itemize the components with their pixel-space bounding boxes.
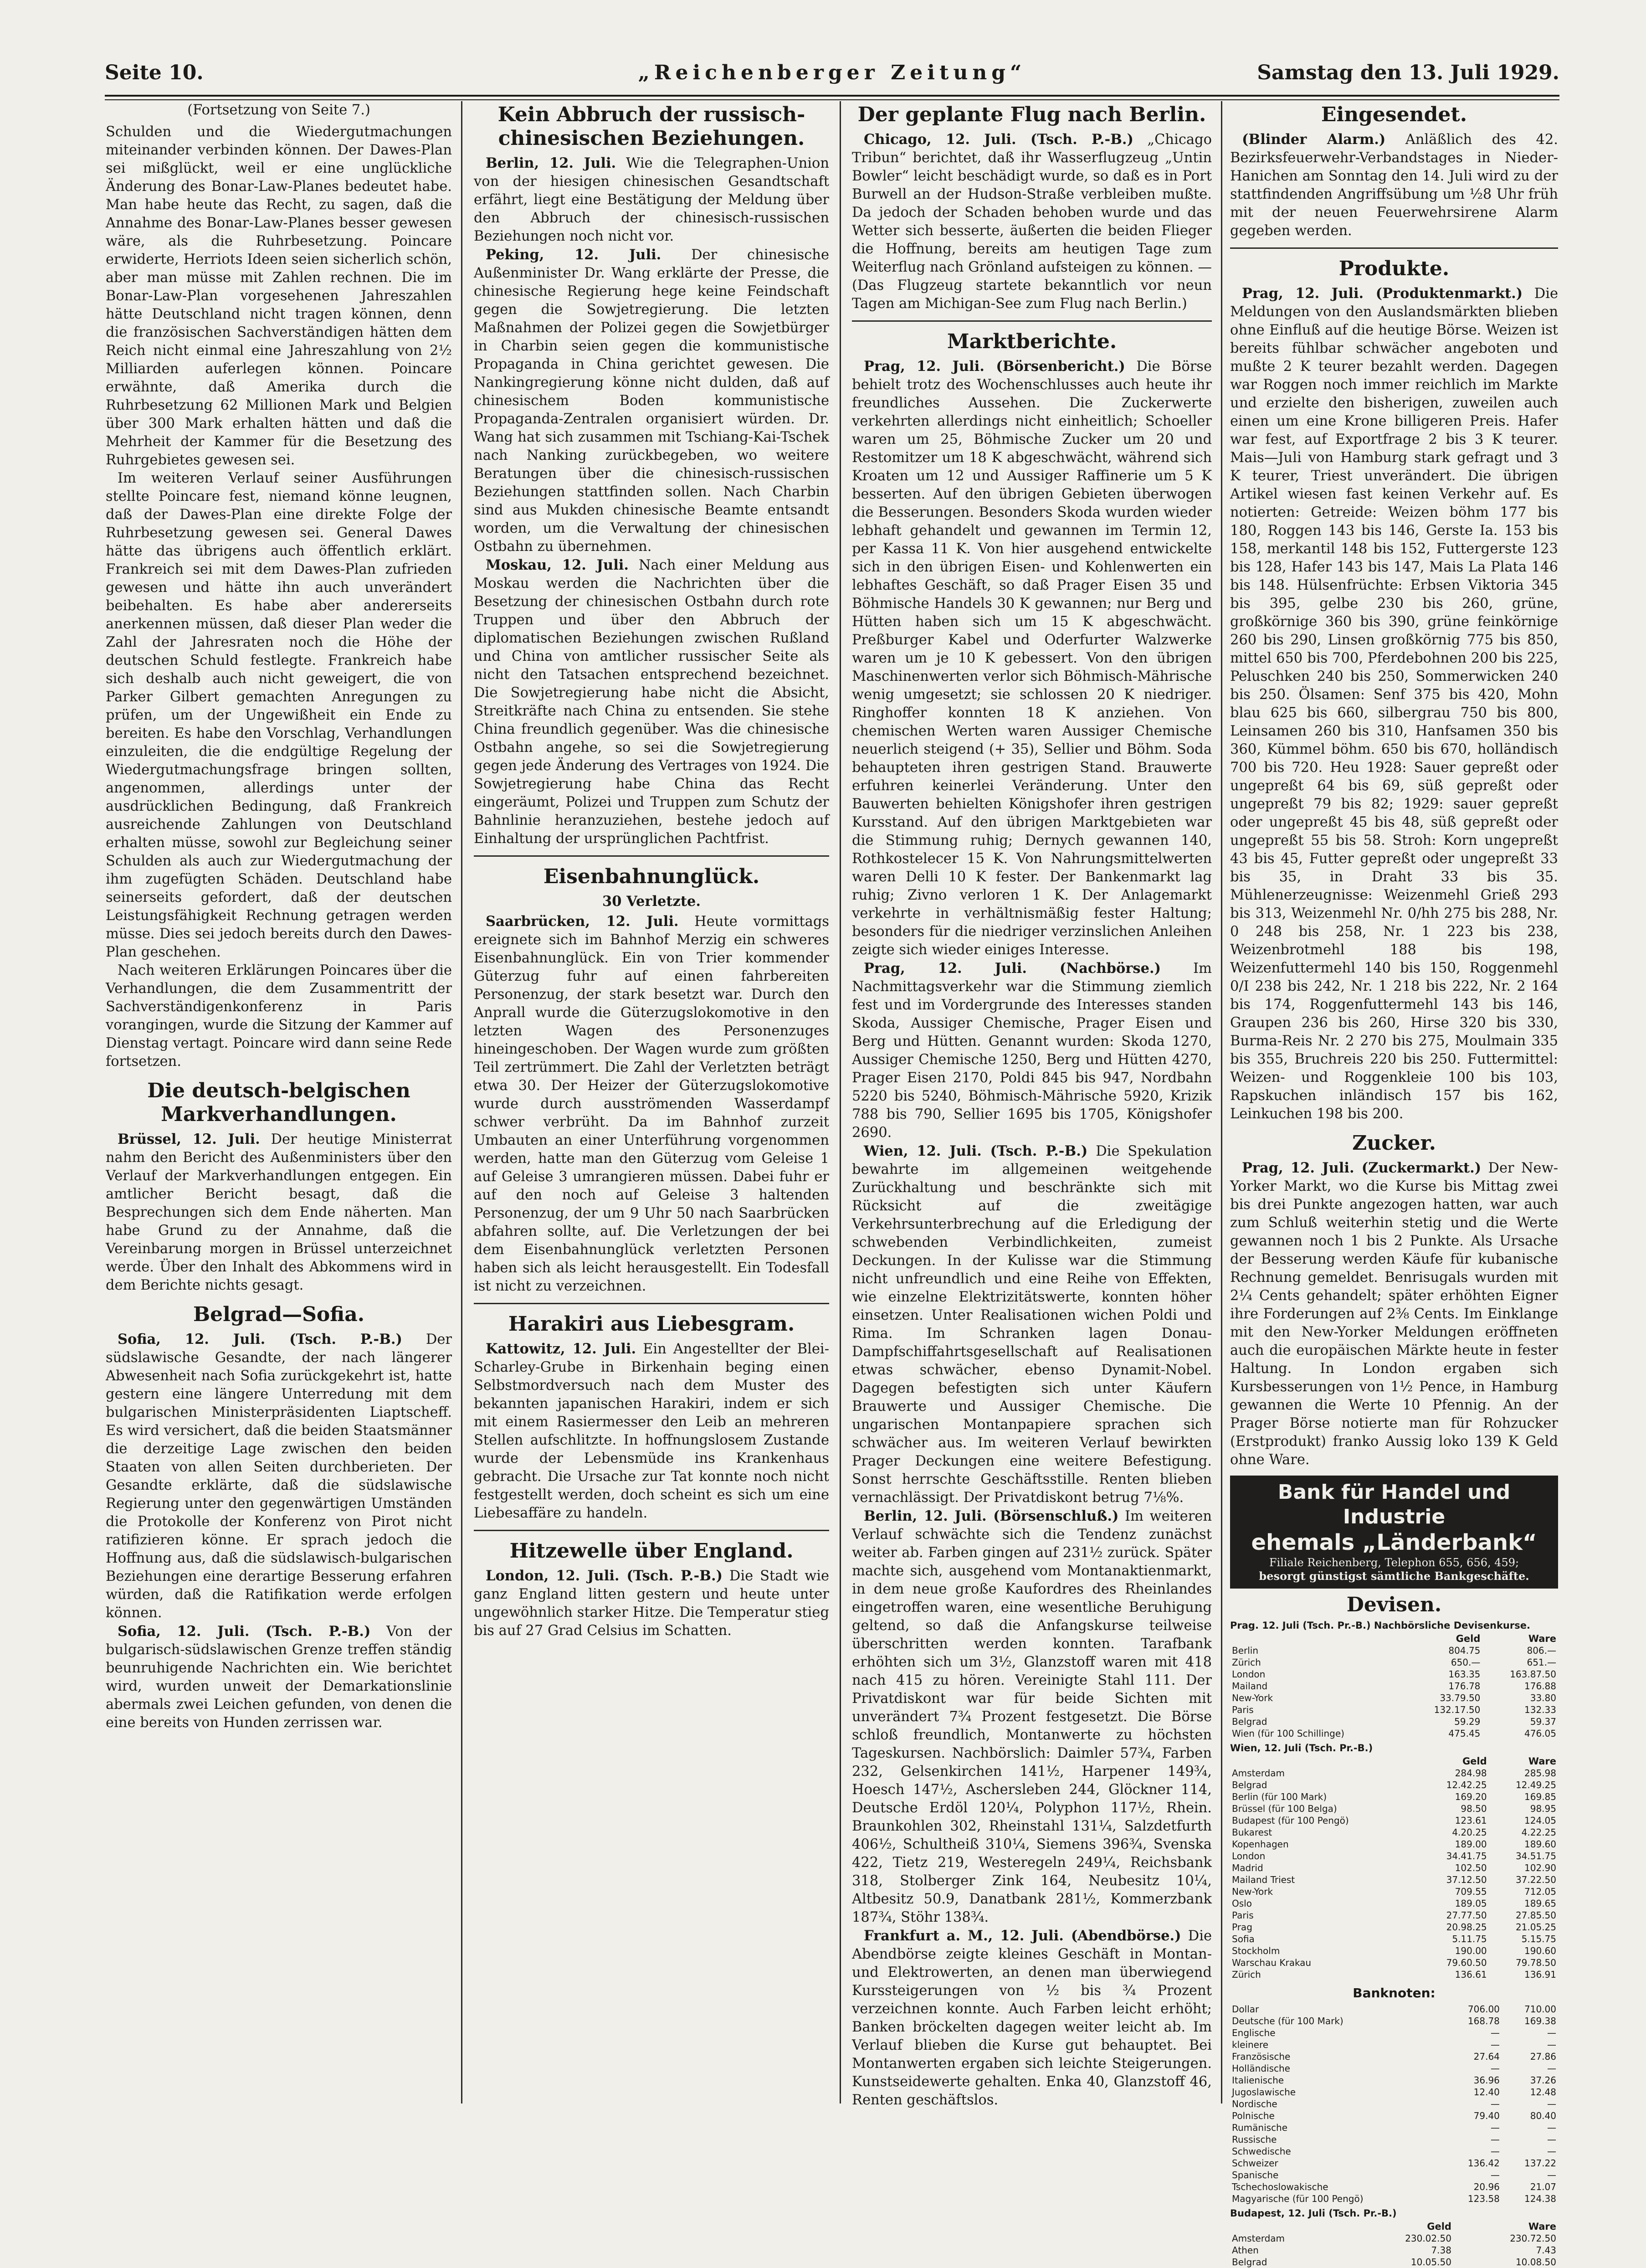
fx-row: [1230, 1692, 1558, 1704]
fx-row: [1230, 2062, 1558, 2074]
fx-geld: 27.77.50: [1446, 1910, 1487, 1921]
bank-branch: Filiale Reichenberg, Telephon 655, 656, 459;: [1269, 1556, 1519, 1569]
column-divider: [461, 101, 462, 2103]
fx-name: Italienische: [1232, 2075, 1284, 2086]
dateline: Prag, 12. Juli. (Nachbörse.): [864, 960, 1161, 977]
banknotes-table: [1230, 2003, 1558, 2205]
fx-ware: —: [1547, 2146, 1556, 2157]
article-text: Die Abendbörse zeigte kleines Geschäft in Montan- und Elektrowerten, an denen man überwiegend Kurssteigerungen von ½ bis ¾ Prozent verzeichnen konnte. Auch Farben leicht erhöht; Banken bröckelten dagegen weiter leicht ab. Im Verlauf blieben die Kurse gut behauptet. Bei Montanwerten ergaben sich leichte Steigerungen. Kunstseidewerte gehalten. Enka 40, Glanzstoff 46, Renten geschäftslos.: [852, 1928, 1212, 2108]
fx-geld: 804.75: [1448, 1645, 1481, 1656]
fx-row: [1230, 2256, 1558, 2268]
fx-geld: 136.42: [1467, 2158, 1500, 2169]
bank-former-name: ehemals „Länderbank“: [1251, 1530, 1537, 1555]
section-rule: [1230, 247, 1558, 249]
fx-row: [1230, 1909, 1558, 1921]
fx-row: [1230, 1850, 1558, 1862]
fx-ware: 169.85: [1524, 1791, 1556, 1802]
fx-row: [1230, 2051, 1558, 2062]
article-text: Heute vormittags ereignete sich im Bahnhof Merzig ein schweres Eisenbahnunglück. Ein von Trier kommender Güterzug fuhr auf einen fahrbereiten Personenzug, der stark besetzt war. Durch den Anprall wurde die Güterzugslokomotive in den letzten Wagen des Personenzuges hineingeschoben. Der Wagen wurde zum größten Teil zertrümmert. Die Zahl der Verletzten beträgt etwa 30. Der Heizer der Güterzugslokomotive wurde durch ausströmenden Wasserdampf schwer verbrüht. Da im Bahnhof zurzeit Umbauten an einer Unterführung vorgenommen werden, hatte man den Güterzug vom Geleise 1 auf Geleise 3 umrangieren müssen. Dabei fuhr er auf den noch auf Geleise 3 haltenden Personenzug, der um 9 Uhr 50 nach Saarbrücken abfahren sollte, auf. Die Verletzungen der bei dem Eisenbahnunglück verletzten Personen haben sich als leicht herausgestellt. Ein Todesfall ist nicht zu verzeichnen.: [474, 914, 829, 1294]
dateline: Moskau, 12. Juli.: [486, 557, 629, 573]
headline: Zucker.: [1352, 1131, 1436, 1155]
fx-name: Budapest (für 100 Pengö): [1232, 1815, 1349, 1826]
fx-name: Rumänische: [1232, 2122, 1288, 2133]
column-4: [1230, 101, 1558, 2268]
fx-ware: 189.65: [1524, 1898, 1556, 1909]
section-rule: [474, 855, 829, 857]
fx-name: New-York: [1232, 1886, 1273, 1897]
column-3: [852, 101, 1212, 2117]
fx-name: Bukarest: [1232, 1827, 1272, 1838]
fx-ware: 27.86: [1530, 2051, 1556, 2062]
fx-ware: 79.78.50: [1515, 1957, 1556, 1968]
fx-name: Zürich: [1232, 1657, 1261, 1668]
fx-row: [1230, 2086, 1558, 2098]
fx-name: Holländische: [1232, 2063, 1290, 2074]
fx-row: [1230, 2181, 1558, 2193]
fx-row: [1230, 2169, 1558, 2181]
fx-row: [1230, 1933, 1558, 1945]
continuation-note: (Fortsetzung von Seite 7.): [187, 102, 370, 118]
fx-geld: 36.96: [1473, 2075, 1500, 2086]
fx-name: Berlin: [1232, 1645, 1259, 1656]
bank-advertisement: [1230, 1476, 1558, 1589]
column-divider: [1221, 101, 1222, 2103]
fx-geld: 168.78: [1467, 2016, 1500, 2026]
fx-ware: 476.05: [1524, 1728, 1556, 1739]
headline: Hitzewelle über England.: [509, 1539, 794, 1563]
budapest-fx-heading: Budapest, 12. Juli (Tsch. Pr.-B.): [1230, 2208, 1397, 2219]
dateline: (Blinder Alarm.): [1242, 131, 1386, 148]
bank-slogan: besorgt günstigst sämtliche Bankgeschäfte.: [1259, 1569, 1529, 1583]
fx-geld: —: [1490, 2170, 1500, 2181]
fx-ware: 190.60: [1524, 1945, 1556, 1956]
article-text: Der chinesische Außenminister Dr. Wang erklärte der Presse, die chinesische Regierung hege keine Feindschaft gegen die Sowjetregierung. Die letzten Maßnahmen der Polizei gegen die Sowjetbürger in Charbin seien gegen die kommunistische Propaganda in China gerichtet gewesen. Die Nankingregierung könne nicht dulden, daß auf chinesischem Boden kommunistische Propaganda-Zentralen organisiert würden. Dr. Wang hat sich zusammen mit Tschiang-Kai-Tschek nach Nanking zurückbegeben, wo weitere Beratungen über die chinesisch-russischen Beziehungen stattfinden sollen. Nach Charbin sind aus Mukden chinesische Beamte entsandt worden, um die Verwaltung der chinesischen Ostbahn zu übernehmen.: [474, 247, 829, 555]
fx-geld: 98.50: [1461, 1803, 1487, 1814]
section-rule: [474, 1530, 829, 1531]
fx-ware: 34.51.75: [1515, 1851, 1556, 1862]
fx-ware: 806.—: [1527, 1645, 1556, 1656]
dateline: Prag, 12. Juli. (Börsenbericht.): [864, 358, 1125, 375]
fx-ware: 5.15.75: [1521, 1934, 1556, 1944]
fx-row: [1230, 2157, 1558, 2169]
header-rule: [105, 95, 1559, 100]
fx-row: [1230, 2122, 1558, 2134]
vienna-fx-body: [1230, 1755, 1558, 1980]
fx-geld: —: [1490, 2063, 1500, 2074]
fx-geld: —: [1490, 2122, 1500, 2133]
article-text: „Chicago Tribun“ berichtet, daß ihr Wasserflugzeug „Untin Bowler“ leicht beschädigt wurde, so daß es in Port Burwell an der Hudson-Straße verbleiben mußte. Da jedoch der Schaden behoben wurde und das Wetter sich besserte, äußerten die beiden Flieger die Hoffnung, bereits am heutigen Tage zum Weiterflug nach Grönland aufsteigen zu können. — (Das Flugzeug startete bekanntlich vor neun Tagen am Michigan-See zum Flug nach Berlin.): [852, 132, 1212, 312]
fx-name: Prag: [1232, 1922, 1252, 1933]
fx-ware: 59.37: [1530, 1716, 1556, 1727]
fx-row: [1230, 2039, 1558, 2051]
fx-name: Stockholm: [1232, 1945, 1280, 1956]
section-rule: [474, 1303, 829, 1304]
fx-name: Oslo: [1232, 1898, 1252, 1909]
fx-geld: 12.40: [1473, 2087, 1500, 2098]
fx-row: [1230, 1921, 1558, 1933]
fx-geld: 475.45: [1448, 1728, 1481, 1739]
fx-name: Kopenhagen: [1232, 1839, 1289, 1850]
article-text: Der südslawische Gesandte, der nach längerer Abwesenheit nach Sofia zurückgekehrt ist, hatte gestern eine längere Unterredung mit dem bulgarischen Ministerpräsidenten Liaptscheff. Es wird versichert, daß die beiden Staatsmänner die derzeitige Lage zwischen den beiden Staaten von allen Seiten durchberieten. Der Gesandte erklärte, daß die südslawische Regierung unter den gegenwärtigen Umständen die Protokolle der Konferenz von Pirot nicht ratifizieren könne. Er sprach jedoch die Hoffnung aus, daß die südslawisch-bulgarischen Beziehungen eine derartige Besserung erfahren würden, daß die Ratifikation werde erfolgen können.: [106, 1332, 452, 1621]
fx-name: Madrid: [1232, 1862, 1263, 1873]
column-2: [474, 101, 829, 2117]
ware-header: Ware: [1528, 1756, 1556, 1767]
headline: Eisenbahnunglück.: [543, 865, 760, 888]
fx-header-row: [1230, 1755, 1558, 1767]
fx-ware: 651.—: [1527, 1657, 1556, 1668]
article-text: Im weiteren Verlauf schwächte sich die Tendenz zunächst weiter ab. Farben gingen auf 231½ zurück. Später machte sich, ausgehend vom Montanaktienmarkt, in dem neue große Kaufordres des Rheinlandes eingetroffen waren, eine wesentliche Beruhigung geltend, so daß die Anfangskurse teilweise überschritten werden konnten. Tarafbank erhöhten sich um 3½, Glanzstoff waren mit 418 nach 415 zu hören. Vereinigte Stahl 111. Der Privatdiskont war für beide Sichten mit unverändert 7¾ Prozent festgesetzt. Die Börse schloß freundlich, Montanwerte zu höchsten Tageskursen. Nachbörslich: Daimler 57¾, Farben 232, Gelsenkirchen 141½, Harpener 149¾, Hoesch 147½, Aschersleben 244, Glöckner 114, Deutsche Erdöl 120¼, Polyphon 117½, Rhein. Braunkohlen 302, Rheinstahl 131¼, Salzdetfurth 406½, Schultheiß 310¼, Siemens 396¾, Svenska 422, Tietz 219, Westeregeln 249¼, Reichsbank 318, Stolberger Zink 164, Neubesitz 10¼, Altbesitz 50.9, Danatbank 281½, Kommerzbank 187¾, Stöhr 138¾.: [852, 1508, 1212, 1925]
fx-name: Magyarische (für 100 Pengö): [1232, 2193, 1364, 2204]
article-text: Der New-Yorker Markt, wo die Kurse bis Mittag zwei bis drei Punkte angezogen hatten, war auch zum Schluß weiterhin stetig und die Werte gewannen noch 1 bis 2 Punkte. Als Ursache der Besserung werden Käufe für kubanische Rechnung gemeldet. Benrisugals wurden mit 2¼ Cents gehandelt; später erhöhten Eigner ihre Forderungen auf 2⅜ Cents. Im Einklange mit den New-Yorker Meldungen eröffneten auch die europäischen Märkte heute in fester Haltung. In London ergaben sich Kursbesserungen von 1½ Pence, in Hamburg gewannen die Werte 10 Pfennig. An der Prager Börse notierte man für Rohzucker (Erstprodukt) franko Aussig loko 139 K Geld ohne Ware.: [1230, 1160, 1558, 1468]
fx-ware: 102.90: [1524, 1862, 1556, 1873]
headline: Die deutsch-belgischen Markverhandlungen.: [147, 1079, 410, 1126]
fx-name: Wien (für 100 Schillinge): [1232, 1728, 1344, 1739]
fx-geld: 709.55: [1455, 1886, 1487, 1897]
fx-geld: 79.60.50: [1446, 1957, 1487, 1968]
fx-row: [1230, 2232, 1558, 2244]
fx-geld: 163.35: [1448, 1669, 1481, 1680]
fx-row: [1230, 2244, 1558, 2256]
fx-name: Berlin (für 100 Mark): [1232, 1791, 1327, 1802]
fx-geld: 4.20.25: [1452, 1827, 1487, 1838]
fx-geld: —: [1490, 2039, 1500, 2050]
fx-name: Spanische: [1232, 2170, 1279, 2181]
fx-row: [1230, 1862, 1558, 1874]
dateline: Saarbrücken, 12. Juli.: [486, 913, 679, 930]
issue-date: Samstag den 13. Juli 1929.: [1257, 61, 1559, 84]
fx-geld: 10.05.50: [1410, 2257, 1451, 2268]
fx-name: Schwedische: [1232, 2146, 1291, 2157]
fx-name: Belgrad: [1232, 1716, 1267, 1727]
fx-ware: 33.80: [1530, 1692, 1556, 1703]
headline: Eingesendet.: [1321, 103, 1467, 126]
fx-ware: —: [1547, 2039, 1556, 2050]
dateline: Sofia, 12. Juli. (Tsch. P.-B.): [118, 1623, 371, 1640]
fx-ware: 10.08.50: [1515, 2257, 1556, 2268]
fx-geld: —: [1490, 2134, 1500, 2145]
fx-row: [1230, 1803, 1558, 1815]
fx-ware: —: [1547, 2122, 1556, 2133]
fx-name: Englische: [1232, 2027, 1276, 2038]
vienna-fx-table: [1230, 1755, 1558, 1980]
column-divider: [840, 101, 841, 2103]
article-text: Anläßlich des 42. Bezirksfeuerwehr-Verbandstages in Nieder-Hanichen am Sonntag den 14. Juli wird zu der stattfindenden Angriffsübung um ½8 Uhr früh mit der neuen Feuerwehrsirene Alarm gegeben werden.: [1230, 132, 1558, 239]
dateline: Kattowitz, 12. Juli.: [486, 1341, 636, 1357]
fx-name: Sofia: [1232, 1934, 1255, 1944]
fx-ware: 80.40: [1530, 2110, 1556, 2121]
headline: Harakiri aus Liebesgram.: [508, 1312, 795, 1336]
fx-geld: 189.00: [1455, 1839, 1487, 1850]
article-text: Die Stadt wie ganz England litten gestern und heute unter ungewöhnlich starker Hitze. Die Temperatur stieg bis auf 27 Grad Celsius im Schatten.: [474, 1568, 829, 1639]
fx-name: New-York: [1232, 1692, 1273, 1703]
fx-name: Amsterdam: [1232, 2233, 1285, 2244]
dateline: Wien, 12. Juli. (Tsch. P.-B.): [864, 1143, 1088, 1159]
budapest-fx-table: [1230, 2221, 1558, 2268]
article-paragraph: Nach weiteren Erklärungen Poincares über die Verhandlungen, die dem Zusammentritt der Sachverständigenkonferenz in Paris vorangingen, wurde die Sitzung der Kammer auf Dienstag vertagt. Poincare wird dann seine Rede fortsetzen.: [106, 962, 452, 1070]
dateline: Prag, 12. Juli. (Produktenmarkt.): [1242, 285, 1523, 302]
geld-header: Geld: [1427, 2221, 1451, 2232]
fx-header-row: [1230, 1633, 1558, 1645]
dateline: Berlin, 12. Juli. (Börsenschluß.): [864, 1508, 1119, 1524]
article-text: Die Meldungen von den Auslandsmärkten blieben ohne Einfluß auf die heutige Börse. Weizen ist bereits fühlbar schwächer angeboten und mußte 2 K teurer bezahlt werden. Dagegen war Roggen noch immer reichlich im Markte und erzielte den bisherigen, zuweilen auch einen um eine Krone billigeren Preis. Hafer war fest, auf Exportfrage 2 bis 3 K teurer. Mais—Juli von Hamburg stark gefragt und 3 K teurer, Triest unverändert. Die übrigen Artikel wiesen fast keinen Verkehr auf. Es notierten: Getreide: Weizen böhm 177 bis 180, Roggen 143 bis 146, Gerste Ia. 153 bis 158, merkantil 148 bis 152, Futtergerste 123 bis 128, Hafer 143 bis 147, Mais La Plata 146 bis 148. Hülsenfrüchte: Erbsen Viktoria 345 bis 395, gelbe 230 bis 260, grüne, großkörnige 360 bis 390, grüne feinkörnige 260 bis 290, Linsen großkörnig 775 bis 850, mittel 650 bis 700, Pferdebohnen 200 bis 225, Peluschken 240 bis 250, Sommerwicken 240 bis 250. Ölsamen: Senf 375 bis 420, Mohn blau 625 bis 660, silbergrau 750 bis 800, Leinsamen 260 bis 310, Hanfsamen 350 bis 360, Kümmel böhm. 650 bis 670, holländisch 700 bis 720. Heu 1928: Sauer gepreßt oder ungepreßt 64 bis 69, süß gepreßt oder ungepreßt 79 bis 82; 1929: sauer gepreßt oder ungepreßt 45 bis 48, süß gepreßt oder ungepreßt 55 bis 58. Stroh: Korn ungepreßt 43 bis 45, Futter gepreßt oder ungepreßt 33 bis 35, in Draht 33 bis 35. Mühlenerzeugnisse: Weizenmehl Grieß 293 bis 313, Weizenmehl Nr. 0/hh 275 bis 288, Nr. 0 248 bis 258, Nr. 1 223 bis 238, Weizenbrotmehl 188 bis 198, Weizenfuttermehl 140 bis 150, Roggenmehl 0/I 238 bis 242, Nr. 1 218 bis 222, Nr. 2 164 bis 174, Roggenfuttermehl 143 bis 146, Graupen 236 bis 260, Hirse 320 bis 330, Burma-Reis Nr. 2 270 bis 275, Moulmain 335 bis 355, Bruchreis 220 bis 250. Futtermittel: Weizen- und Roggenkleie 100 bis 103, Rapskuchen inländisch 157 bis 162, Leinkuchen 198 bis 200.: [1230, 286, 1558, 1122]
fx-row: [1230, 1656, 1558, 1668]
fx-name: Dollar: [1232, 2004, 1259, 2015]
fx-name: Mailand Triest: [1232, 1874, 1295, 1885]
fx-name: Brüssel (für 100 Belga): [1232, 1803, 1337, 1814]
fx-row: [1230, 1838, 1558, 1850]
dateline: London, 12. Juli. (Tsch. P.-B.): [486, 1568, 723, 1584]
article-paragraph: Schulden und die Wiedergutmachungen miteinander verbinden können. Der Dawes-Plan sei mißglückt, weil er eine unglückliche Änderung des Bonar-Law-Planes bedeutet habe. Man habe heute das Recht, zu sagen, daß die Annahme des Bonar-Law-Planes besser gewesen wäre, als die Ruhrbesetzung. Poincare erwiderte, Herriots Ideen seien sicherlich schön, aber man müsse mit Zahlen rechnen. Die im Bonar-Law-Plan vorgesehenen Jahreszahlen hätte Deutschland nicht tragen können, denn die französischen Sachverständigen hätten dem Reich nicht einmal eine Jahreszahlung von 2½ Milliarden auferlegen können. Poincare erwähnte, daß Amerika durch die Ruhrbesetzung 62 Millionen Mark und Belgien über 300 Mark erhalten hätten und daß die Mehrheit der Kammer für die Besetzung des Ruhrgebietes gewesen sei.: [106, 124, 452, 468]
fx-row: [1230, 1957, 1558, 1969]
fx-geld: 706.00: [1467, 2004, 1500, 2015]
ware-header: Ware: [1528, 2221, 1556, 2232]
fx-row: [1230, 2027, 1558, 2039]
prague-fx-table: [1230, 1633, 1558, 1739]
fx-name: Schweizer: [1232, 2158, 1278, 2169]
fx-row: [1230, 2110, 1558, 2122]
fx-ware: —: [1547, 2134, 1556, 2145]
fx-ware: 98.95: [1530, 1803, 1556, 1814]
fx-geld: 102.50: [1455, 1862, 1487, 1873]
fx-geld: 176.78: [1448, 1681, 1481, 1692]
fx-geld: 189.05: [1455, 1898, 1487, 1909]
headline: Der geplante Flug nach Berlin.: [857, 103, 1206, 126]
geld-header: Geld: [1462, 1756, 1487, 1767]
dateline: Brüssel, 12. Juli.: [118, 1131, 260, 1147]
fx-row: [1230, 1716, 1558, 1728]
fx-geld: 59.29: [1454, 1716, 1481, 1727]
headline: Produkte.: [1338, 257, 1450, 280]
fx-row: [1230, 1791, 1558, 1803]
fx-ware: 4.22.25: [1521, 1827, 1556, 1838]
fx-header-row: [1230, 2221, 1558, 2232]
fx-ware: 124.05: [1524, 1815, 1556, 1826]
fx-row: [1230, 1945, 1558, 1957]
fx-name: Deutsche (für 100 Mark): [1232, 2016, 1343, 2026]
fx-ware: 169.38: [1524, 2016, 1556, 2026]
fx-name: Zürich: [1232, 1969, 1261, 1980]
fx-name: London: [1232, 1851, 1266, 1862]
fx-ware: —: [1547, 2027, 1556, 2038]
dateline: Sofia, 12. Juli. (Tsch. P.-B.): [118, 1331, 402, 1347]
article-text: Ein Angestellter der Blei-Scharley-Grube in Birkenhain beging einen Selbstmordversuch nach dem Muster des bekannten japanischen Harakiri, indem er sich mit einem Rasiermesser den Leib an mehreren Stellen aufschlitzte. In hoffnungslosem Zustande wurde der Lebensmüde ins Krankenhaus gebracht. Die Ursache zur Tat konnte noch nicht festgestellt werden, doch scheint es sich um eine Liebesaffäre zu handeln.: [474, 1341, 829, 1521]
fx-ware: 21.07: [1530, 2181, 1556, 2192]
fx-geld: 650.—: [1451, 1657, 1481, 1668]
dateline: Prag, 12. Juli. (Zuckermarkt.): [1242, 1160, 1482, 1176]
page-number: Seite 10.: [105, 61, 204, 84]
page-header: [105, 61, 1559, 93]
fx-ware: 137.22: [1524, 2158, 1556, 2169]
dateline: Peking, 12. Juli.: [486, 247, 661, 263]
fx-row: [1230, 1969, 1558, 1980]
fx-ware: 124.38: [1524, 2193, 1556, 2204]
fx-ware: 7.43: [1536, 2245, 1556, 2256]
fx-row: [1230, 1668, 1558, 1680]
fx-row: [1230, 1874, 1558, 1886]
fx-row: [1230, 1779, 1558, 1791]
fx-ware: 37.26: [1530, 2075, 1556, 2086]
fx-name: Amsterdam: [1232, 1768, 1285, 1779]
fx-ware: 176.88: [1524, 1681, 1556, 1692]
fx-row: [1230, 1886, 1558, 1898]
newspaper-title: „Reichenberger Zeitung“: [638, 61, 1026, 84]
fx-row: [1230, 2193, 1558, 2205]
fx-ware: 132.33: [1524, 1704, 1556, 1715]
fx-row: [1230, 2015, 1558, 2027]
fx-name: Paris: [1232, 1910, 1254, 1921]
fx-geld: 27.64: [1473, 2051, 1500, 2062]
fx-name: Tschechoslowakische: [1232, 2181, 1328, 2192]
fx-geld: —: [1490, 2098, 1500, 2109]
fx-name: Paris: [1232, 1704, 1254, 1715]
fx-ware: 230.72.50: [1510, 2233, 1556, 2244]
fx-row: [1230, 1680, 1558, 1692]
fx-ware: —: [1547, 2170, 1556, 2181]
article-text: Im Nachmittagsverkehr war die Stimmung ziemlich fest und im Vordergrunde des Interesses standen Skoda, Aussiger Chemische, Prager Eisen und Berg und Hütten. Genannt wurden: Skoda 1270, Aussiger Chemische 1250, Berg und Hütten 4270, Prager Eisen 2170, Poldi 845 bis 947, Nordbahn 5220 bis 5240, Böhmisch-Mährische 5920, Krizik 788 bis 790, Sellier 1695 bis 1705, Königshofer 2690.: [852, 961, 1212, 1141]
fx-ware: 37.22.50: [1515, 1874, 1556, 1885]
fx-name: Warschau Krakau: [1232, 1957, 1312, 1968]
banknotes-heading: Banknoten:: [1353, 1985, 1436, 2001]
fx-name: London: [1232, 1669, 1266, 1680]
section-rule: [852, 320, 1212, 322]
fx-geld: 169.20: [1455, 1791, 1487, 1802]
fx-row: [1230, 1767, 1558, 1779]
fx-ware: 27.85.50: [1515, 1910, 1556, 1921]
fx-name: Nordische: [1232, 2098, 1277, 2109]
fx-row: [1230, 1898, 1558, 1909]
subheadline: 30 Verletzte.: [602, 893, 701, 910]
fx-name: Russische: [1232, 2134, 1277, 2145]
vienna-fx-heading: Wien, 12. Juli (Tsch. Pr.-B.): [1230, 1743, 1373, 1754]
fx-ware: 12.49.25: [1515, 1779, 1556, 1790]
geld-header: Geld: [1456, 1633, 1481, 1644]
budapest-fx-body: [1230, 2221, 1558, 2268]
fx-geld: 284.98: [1455, 1768, 1487, 1779]
fx-row: [1230, 2003, 1558, 2015]
fx-ware: —: [1547, 2098, 1556, 2109]
fx-name: Polnische: [1232, 2110, 1275, 2121]
headline: Kein Abbruch der russisch-chinesischen Beziehungen.: [497, 103, 805, 150]
article-text: Von der bulgarisch-südslawischen Grenze treffen ständig beunruhigende Nachrichten ein. Wie berichtet wird, wurden unweit der Demarkationslinie abermals zwei Leichen gefunden, von denen die eine bereits von Hunden zerrissen war.: [106, 1624, 452, 1731]
column-1: [106, 101, 452, 2117]
fx-ware: 712.05: [1524, 1886, 1556, 1897]
fx-row: [1230, 2074, 1558, 2086]
fx-geld: 190.00: [1455, 1945, 1487, 1956]
fx-row: [1230, 2098, 1558, 2110]
fx-ware: 136.91: [1524, 1969, 1556, 1980]
ware-header: Ware: [1528, 1633, 1556, 1644]
fx-name: Französische: [1232, 2051, 1291, 2062]
fx-name: Belgrad: [1232, 2257, 1267, 2268]
fx-ware: 163.87.50: [1510, 1669, 1556, 1680]
article-text: Der heutige Ministerrat nahm den Bericht des Außenministers über den Verlauf der Markverhandlungen entgegen. Ein amtlicher Bericht besagt, daß die Besprechungen sich dem Ende näherten. Man habe Grund zu der Annahme, daß die Vereinbarung morgen in Brüssel unterzeichnet werde. Über den Inhalt des Abkommens wird in dem Berichte nichts gesagt.: [106, 1131, 452, 1293]
fx-geld: 20.96: [1473, 2181, 1500, 2192]
fx-geld: 123.61: [1455, 1815, 1487, 1826]
fx-ware: 285.98: [1524, 1768, 1556, 1779]
dateline: Frankfurt a. M., 12. Juli. (Abendbörse.): [864, 1928, 1181, 1944]
fx-geld: 230.02.50: [1405, 2233, 1451, 2244]
fx-row: [1230, 1815, 1558, 1826]
article-text: Nach einer Meldung aus Moskau werden die Nachrichten über die Besetzung der chinesischen Ostbahn durch rote Truppen und über den Abbruch der diplomatischen Beziehungen zwischen Rußland und China von amtlicher russischer Seite als nicht den Tatsachen entsprechend bezeichnet. Die Sowjetregierung habe nicht die Absicht, Streitkräfte nach China zu entsenden. Sie stehe China freundlich gegenüber. Was die chinesische Ostbahn angehe, so sei die Sowjetregierung gegen jede Änderung des Vertrages von 1924. Die Sowjetregierung habe China das Recht eingeräumt, Polizei und Truppen zum Schutz der Bahnlinie heranzuziehen, bestehe jedoch auf Einhaltung der ursprünglichen Pachtfrist.: [474, 557, 829, 847]
article-text: Die Spekulation bewahrte im allgemeinen weitgehende Zurückhaltung und beschränkte sich mit Rücksicht auf die zweitägige Verkehrsunterbrechung auf die Erledigung der schwebenden Verbindlichkeiten, zumeist Deckungen. In der Kulisse war die Stimmung nicht unfreundlich und eine Reihe von Effekten, wie einzelne Elektrizitätswerte, konnten höher einsetzen. Unter Realisationen wichen Poldi und Rima. Im Schranken lagen Donau-Dampfschiffahrtsgesellschaft auf Realisationen etwas schwächer, ebenso Dynamit-Nobel. Dagegen befestigten sich unter Käufern Brauwerte und Aussiger Chemische. Die ungarischen Montanpapiere sprachen sich schwächer aus. Im weiteren Verlauf bewirkten Prager Deckungen eine weitere Befestigung. Sonst herrschte Geschäftsstille. Renten blieben vernachlässigt. Der Privatdiskont betrug 7⅛%.: [852, 1143, 1212, 1506]
fx-name: Mailand: [1232, 1681, 1268, 1692]
fx-geld: —: [1490, 2146, 1500, 2157]
fx-row: [1230, 2134, 1558, 2145]
fx-row: [1230, 1645, 1558, 1656]
fx-ware: —: [1547, 2063, 1556, 2074]
fx-geld: 12.42.25: [1446, 1779, 1487, 1790]
fx-geld: 34.41.75: [1446, 1851, 1487, 1862]
article-text: Wie die Telegraphen-Union von der hiesigen chinesischen Gesandtschaft erfährt, liegt eine Bestätigung der Meldung über den Abbruch der chinesisch-russischen Beziehungen noch nicht vor.: [474, 155, 829, 244]
fx-geld: 123.58: [1467, 2193, 1500, 2204]
fx-row: [1230, 1826, 1558, 1838]
fx-row: [1230, 2145, 1558, 2157]
banknotes-body: [1230, 2003, 1558, 2205]
dateline: Berlin, 12. Juli.: [486, 155, 616, 171]
article-paragraph: Im weiteren Verlauf seiner Ausführungen stellte Poincare fest, niemand könne leugnen, daß der Dawes-Plan eine direkte Folge der Ruhrbesetzung gewesen sei. General Dawes hätte das übrigens auch öffentlich erklärt. Frankreich sei mit dem Dawes-Plan zufrieden gewesen und hätte ihn auch unverändert beibehalten. Es habe aber andererseits anerkennen müssen, daß dieser Plan weder die Zahl der Jahresraten noch die Höhe der deutschen Schuld festlegte. Frankreich habe sich deshalb auch nicht geweigert, die von Parker Gilbert gemachten Anregungen zu prüfen, um der Ungewißheit ein Ende zu bereiten. Es habe den Vorschlag, Verhandlungen einzuleiten, die die endgültige Regelung der Wiedergutmachungsfrage bringen sollten, angenommen, allerdings unter der ausdrücklichen Bedingung, daß Frankreich ausreichende Zahlungen von Deutschland erhalten müsse, sowohl zur Begleichung seiner Schulden als auch zur Wiedergutmachung der ihm zugefügten Schäden. Deutschland habe seinerseits gefordert, daß der deutschen Leistungsfähigkeit Rechnung getragen werden müsse. Dies sei jedoch bereits durch den Dawes-Plan geschehen.: [106, 470, 452, 960]
headline: Marktberichte.: [947, 330, 1117, 353]
fx-ware: 21.05.25: [1515, 1922, 1556, 1933]
fx-geld: 136.61: [1455, 1969, 1487, 1980]
dateline: Chicago, 12. Juli. (Tsch. P.-B.): [864, 131, 1133, 148]
prague-fx-heading: Prag. 12. Juli (Tsch. Pr.-B.) Nachbörsliche Devisenkurse.: [1230, 1620, 1530, 1631]
bank-name: Bank für Handel und Industrie: [1277, 1481, 1511, 1528]
headline: Devisen.: [1346, 1593, 1442, 1616]
fx-name: Athen: [1232, 2245, 1259, 2256]
fx-name: kleinere: [1232, 2039, 1269, 2050]
fx-ware: 12.48: [1530, 2087, 1556, 2098]
fx-geld: 79.40: [1473, 2110, 1500, 2121]
fx-geld: —: [1490, 2027, 1500, 2038]
fx-geld: 37.12.50: [1446, 1874, 1487, 1885]
article-text: Die Börse behielt trotz des Wochenschlusses auch heute ihr freundliches Aussehen. Die Zuckerwerte verkehrten allerdings nicht einheitlich; Schoeller waren um 25, Böhmische Zucker um 20 und Restomitzer um 18 K abgeschwächt, während sich Kroaten um 12 und Aussiger Raffinerie um 5 K besserten. Auf den übrigen Gebieten überwogen die Besserungen. Besonders Skoda wurden wieder lebhaft gehandelt und gewannen im Termin 12, per Kassa 11 K. Von hier ausgehend entwickelte sich in den übrigen Eisen- und Kohlenwerten ein lebhaftes Geschäft, so daß Prager Eisen 35 und Böhmische Handels 30 K gewannen; nur Berg und Hütten haben sich um 15 K abgeschwächt. Preßburger Kabel und Oderfurter Walzwerke waren um je 10 K gebessert. Von den übrigen Maschinenwerten verlor sich Böhmisch-Mährische wenig umgesetzt; sie schlossen 20 K niedriger. Ringhoffer konnten 18 K anziehen. Von chemischen Werten waren Aussiger Chemische neuerlich steigend (+ 35), Sellier und Böhm. Soda behaupteten ihren gestrigen Stand. Brauwerte erfuhren keinerlei Veränderung. Unter den Bauwerten behielten Königshofer ihren gestrigen Kursstand. Auf den übrigen Marktgebieten war die Stimmung ruhig; Dernych gewannen 140, Rothkostelecer 15 K. Von Nahrungsmittelwerten waren Delli 10 K fester. Der Bankenmarkt lag ruhig; Zivno verloren 1 K. Der Anlagemarkt verkehrte in verhältnismäßig fester Haltung; besonders für die niedriger verzinslichen Anleihen zeigte sich wieder einiges Interesse.: [852, 359, 1212, 958]
fx-name: Jugoslawische: [1232, 2087, 1296, 2098]
fx-geld: 20.98.25: [1446, 1922, 1487, 1933]
fx-ware: 189.60: [1524, 1839, 1556, 1850]
fx-geld: 33.79.50: [1440, 1692, 1481, 1703]
fx-geld: 5.11.75: [1452, 1934, 1487, 1944]
fx-name: Belgrad: [1232, 1779, 1267, 1790]
fx-row: [1230, 1704, 1558, 1716]
fx-geld: 7.38: [1431, 2245, 1451, 2256]
fx-ware: 710.00: [1524, 2004, 1556, 2015]
headline: Belgrad—Sofia.: [193, 1303, 365, 1326]
fx-row: [1230, 1728, 1558, 1739]
prague-fx-body: [1230, 1633, 1558, 1739]
fx-geld: 132.17.50: [1434, 1704, 1481, 1715]
